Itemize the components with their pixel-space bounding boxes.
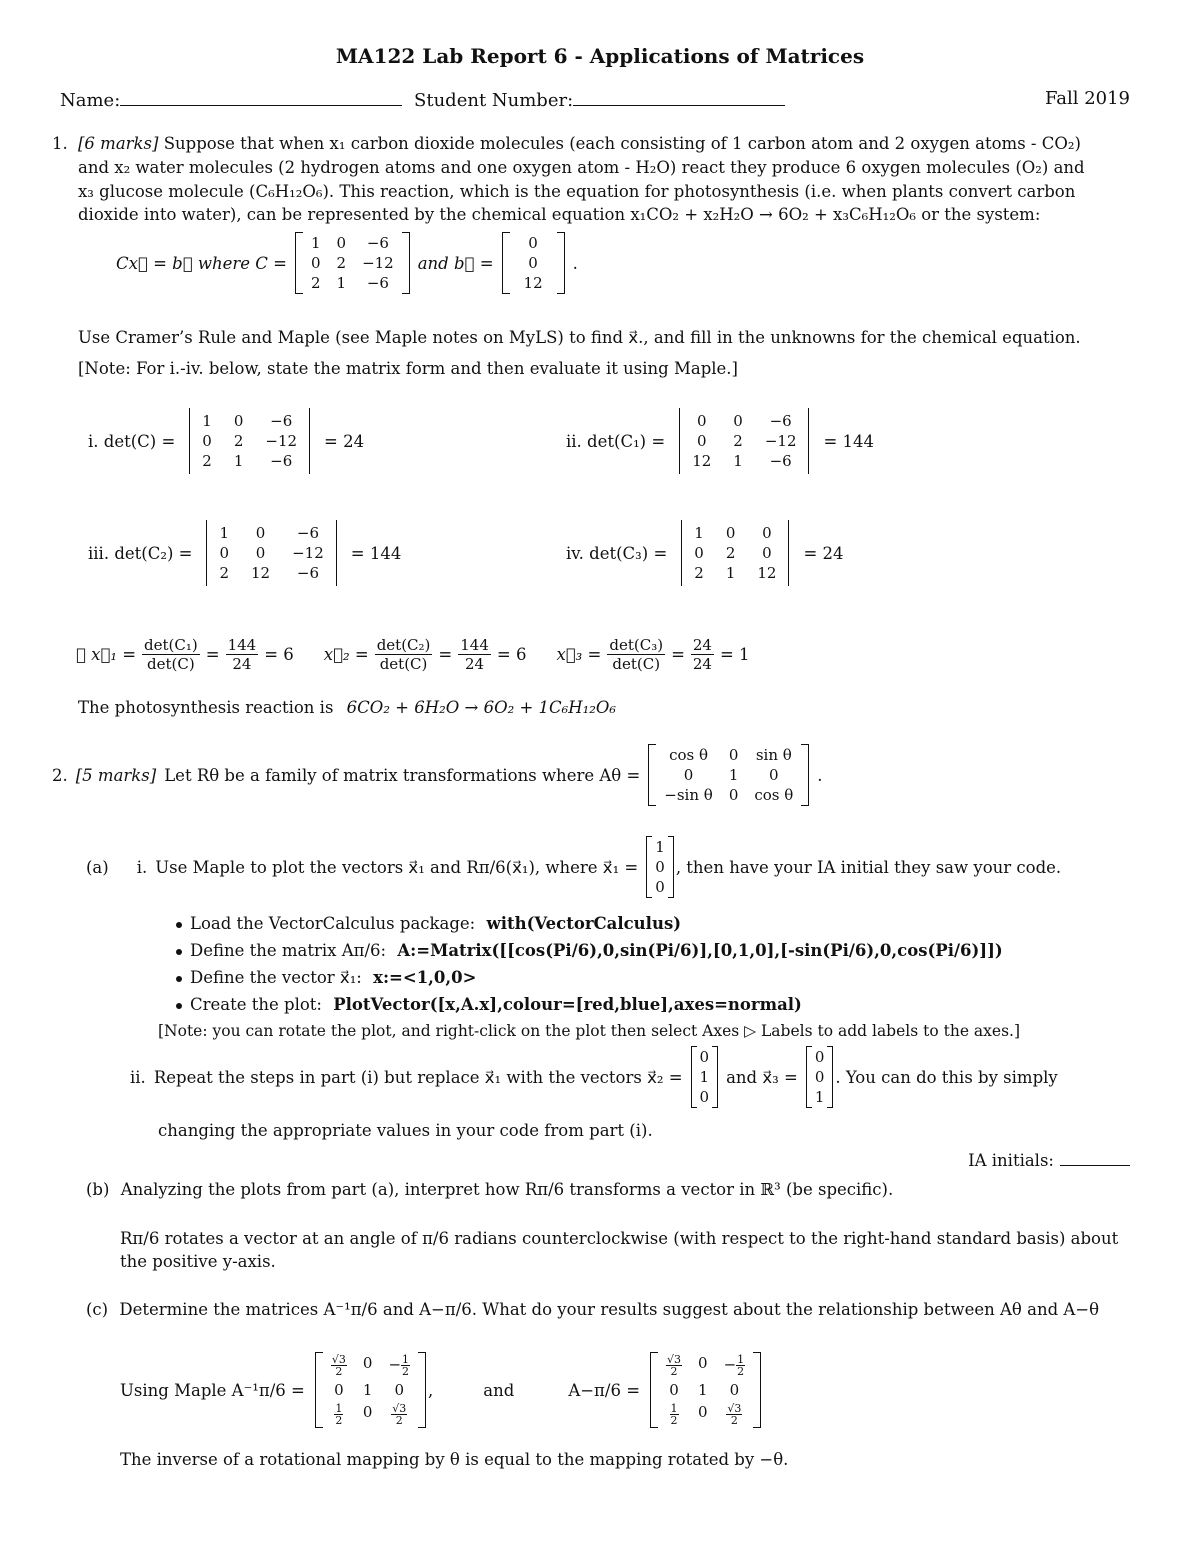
part-c-text: Determine the matrices A⁻¹π/6 and A−π/6. What do your results suggest about the relationship between Aθ and A−θ xyxy=(119,1300,1100,1319)
matrix-entry: $\frac{√3}{2}$ xyxy=(331,1353,346,1378)
det-label: ii. det(C₁) = xyxy=(566,431,666,451)
matrix-entry: 2 xyxy=(219,564,230,582)
part-b-label: (b) xyxy=(86,1180,110,1199)
solutions-row: ∴ x⃗₁ = $\frac{\text{det(C₁)}}{\det(C)}$ = $\frac{144}{24}$ = 6 x⃗₂ = $\frac{\text{det(C₂)}}{\det(C)}$ = $\frac{144}{24}$ = 6 x⃗₃ = $\frac{\text{det(C₃)}}{\det(C)}$ = $\frac{24}{24}$ = 1 xyxy=(76,636,750,673)
x2-label: x⃗₂ = xyxy=(323,645,369,664)
x1-result: = 6 xyxy=(264,645,294,664)
q1-intro-line-2: and x₂ water molecules (2 hydrogen atoms and one oxygen atom - H₂O) react they produce 6 oxygen molecules (O₂) and xyxy=(78,158,1085,177)
determinant-matrix xyxy=(200,520,342,586)
q1-intro-line-4: dioxide into water), can be represented by the chemical equation x₁CO₂ + x₂H₂O → 6O₂ + x₃C₆H₁₂O₆ or the system: xyxy=(78,205,1041,224)
matrix-entry: −6 xyxy=(270,452,293,470)
q2-marks: [5 marks] xyxy=(75,765,157,785)
matrix-entry: 1 xyxy=(694,524,704,542)
x1-values: $\frac{144}{24}$ xyxy=(227,636,257,673)
matrix-entry: 0 xyxy=(233,412,244,430)
q2-number: 2. xyxy=(52,765,68,785)
matrix-entry: 0 xyxy=(334,1381,344,1399)
matrix-entry: 0 xyxy=(655,858,665,876)
matrix-entry: 1 xyxy=(725,564,736,582)
matrix-a-theta xyxy=(648,744,809,806)
term-label: Fall 2019 xyxy=(1044,88,1130,109)
matrix-entry: 1 xyxy=(699,1068,710,1086)
part-a-ii-label: ii. xyxy=(130,1067,146,1087)
name-field xyxy=(60,88,785,111)
part-a-label: (a) xyxy=(86,857,109,877)
matrix-entry: −6 xyxy=(296,524,319,542)
part-a-ii-line2: changing the appropriate values in your code from part (i). xyxy=(158,1121,653,1140)
determinant-matrix xyxy=(673,408,815,474)
matrix-entry: 0 xyxy=(762,544,772,562)
bullet-item: Define the vector x⃗₁: x:=<1,0,0> xyxy=(176,968,476,987)
matrix-entry: 1 xyxy=(728,766,739,784)
part-c xyxy=(86,1300,1099,1319)
part-a-i-tail: , then have your IA initial they saw your code. xyxy=(675,857,1062,877)
matrix-entry: 0 xyxy=(255,524,266,542)
part-a-i xyxy=(86,836,1061,898)
matrix-entry: 0 xyxy=(725,524,736,542)
x2-values: $\frac{144}{24}$ xyxy=(460,636,489,673)
matrix-entry: 0 xyxy=(733,412,743,430)
matrix-entry: 1 xyxy=(336,274,347,292)
matrix-entry: 0 xyxy=(683,766,694,784)
matrix-entry: $\frac{√3}{2}$ xyxy=(667,1353,682,1378)
matrix-entry: 1 xyxy=(733,452,743,470)
determinant-matrix xyxy=(183,408,316,474)
matrix-entry: 0 xyxy=(696,412,707,430)
name-label: Name: xyxy=(60,90,121,111)
matrix-entry: 2 xyxy=(725,544,736,562)
det-result: = 144 xyxy=(350,543,402,563)
matrix-entry: 0 xyxy=(202,432,212,450)
part-b xyxy=(86,1180,893,1199)
student-number-label: Student Number: xyxy=(414,90,574,111)
matrix-entry: 0 xyxy=(219,544,230,562)
matrix-entry: $\frac{√3}{2}$ xyxy=(727,1402,742,1427)
det-label: iii. det(C₂) = xyxy=(88,543,193,563)
det-label: i. det(C) = xyxy=(88,431,176,451)
q1-note: [Note: For i.-iv. below, state the matrix form and then evaluate it using Maple.] xyxy=(78,359,738,378)
q1-system: Cx⃗ = b⃗ where C = 1 0 −6 0 2 −12 2 1 −6 and b⃗ = 0 0 12 . xyxy=(116,234,578,292)
matrix-entry: 12 xyxy=(251,564,271,582)
matrix-entry: 12 xyxy=(523,274,543,292)
q1-intro-text-1: Suppose that when x₁ carbon dioxide molecules (each consisting of 1 carbon atom and 2 oxygen atoms - CO₂) xyxy=(163,134,1081,153)
matrix-entry: 0 xyxy=(362,1354,373,1372)
matrix-entry: $\frac{1}{2}$ xyxy=(335,1402,343,1427)
matrix-entry: 0 xyxy=(310,254,321,272)
det-label: iv. det(C₃) = xyxy=(566,543,668,563)
part-a-ii xyxy=(130,1046,1058,1108)
part-a-i-label: i. xyxy=(136,857,148,877)
matrix-entry: − $\frac{1}{2}$ xyxy=(723,1353,745,1378)
matrix-entry: 1 xyxy=(202,412,212,430)
matrix-entry: 0 xyxy=(336,234,347,252)
det-c xyxy=(88,408,364,474)
reaction-equation: 6CO₂ + 6H₂O → 6O₂ + 1C₆H₁₂O₆ xyxy=(346,698,617,717)
matrix-entry: 1 xyxy=(233,452,244,470)
part-b-answer-2: the positive y-axis. xyxy=(120,1252,276,1271)
matrix-entry: 0 xyxy=(728,786,739,804)
det-result: = 24 xyxy=(324,431,365,451)
matrix-entry: −12 xyxy=(292,544,324,562)
matrix-entry: −6 xyxy=(769,412,792,430)
reaction-label: The photosynthesis reaction is xyxy=(78,698,334,717)
matrix-entry: 0 xyxy=(655,878,665,896)
q1-number: 1. xyxy=(52,134,68,153)
x3-values: $\frac{24}{24}$ xyxy=(692,636,712,673)
matrix-entry: 0 xyxy=(699,1048,710,1066)
part-a-ii-tail: . You can do this by simply xyxy=(835,1067,1058,1087)
matrix-entry: $\frac{1}{2}$ xyxy=(670,1402,678,1427)
part-a-ii-text: Repeat the steps in part (i) but replace x⃗₁ with the vectors x⃗₂ = xyxy=(153,1067,683,1087)
part-a-i-text: Use Maple to plot the vectors x⃗₁ and Rπ/6(x⃗₁), where x⃗₁ = xyxy=(155,857,639,877)
part-a-note: [Note: you can rotate the plot, and right-click on the plot then select Axes ▷ Labels to add labels to the axes.] xyxy=(158,1022,1020,1040)
part-c-conclusion: The inverse of a rotational mapping by θ is equal to the mapping rotated by −θ. xyxy=(120,1450,789,1469)
matrix-entry: − $\frac{1}{2}$ xyxy=(388,1353,410,1378)
matrix-entry: −6 xyxy=(769,452,792,470)
x1-fraction: $\frac{\text{det(C₁)}}{\det(C)}$ xyxy=(144,636,198,673)
part-a-ii-and: and x⃗₃ = xyxy=(726,1067,798,1087)
matrix-entry: 2 xyxy=(733,432,743,450)
q1-intro-line-3: x₃ glucose molecule (C₆H₁₂O₆). This reaction, which is the equation for photosynthesis (i.e. when plants convert carbon xyxy=(78,182,1076,201)
system-lhs: Cx⃗ = b⃗ where C = xyxy=(116,253,287,273)
det-result: = 24 xyxy=(803,543,844,563)
matrix-entry: 0 xyxy=(814,1068,825,1086)
matrix-entry: 0 xyxy=(694,544,704,562)
x3-label: x⃗₃ = xyxy=(556,645,602,664)
matrix-entry: 0 xyxy=(528,254,538,272)
matrix-entry: −12 xyxy=(265,432,298,450)
det-c3 xyxy=(566,520,844,586)
matrix-entry: 12 xyxy=(757,564,777,582)
matrix-entry: cos θ xyxy=(669,746,709,764)
matrix-entry: 2 xyxy=(233,432,244,450)
x1-label: ∴ x⃗₁ = xyxy=(76,645,137,664)
part-c-answer: Using Maple A⁻¹π/6 = $\frac{√3}{2}$ 0 − $\frac{1}{2}$ 0 1 0 $\frac{1}{2}$ 0 $\frac{√3}{2}$ , and A−π/6 = $\frac{√3}{2}$ 0 − $\frac{1}{2}$ 0 1 0 $\frac{1}{2}$ 0 $\frac{√3}{2}$ xyxy=(120,1352,761,1428)
x3-result: = 1 xyxy=(719,645,750,664)
matrix-entry: −6 xyxy=(366,234,389,252)
matrix-entry: 2 xyxy=(310,274,321,292)
system-and: and b⃗ = xyxy=(417,253,494,273)
matrix-entry: cos θ xyxy=(754,786,794,804)
matrix-entry: 0 xyxy=(698,1354,708,1372)
matrix-entry: −12 xyxy=(764,432,797,450)
x3-fraction: $\frac{\text{det(C₃)}}{\det(C)}$ xyxy=(609,636,664,673)
matrix-entry: 12 xyxy=(692,452,712,470)
c-and-label: and xyxy=(483,1380,515,1400)
matrix-entry: $\frac{√3}{2}$ xyxy=(392,1402,407,1427)
matrix-entry: 1 xyxy=(814,1088,825,1106)
q1-marks: [6 marks] xyxy=(78,134,159,153)
matrix-entry: 2 xyxy=(202,452,212,470)
matrix-entry: 0 xyxy=(762,524,772,542)
matrix-entry: 1 xyxy=(362,1381,373,1399)
matrix-entry: −12 xyxy=(362,254,394,272)
matrix-entry: 0 xyxy=(728,746,739,764)
matrix-entry: 0 xyxy=(394,1381,405,1399)
bullet-item: Load the VectorCalculus package: with(VectorCalculus) xyxy=(176,914,681,933)
matrix-entry: 0 xyxy=(814,1048,825,1066)
page-title: MA122 Lab Report 6 - Applications of Matrices xyxy=(335,44,865,68)
vector-x2 xyxy=(691,1046,719,1108)
det-c2 xyxy=(88,520,401,586)
q2-intro: 2. [5 marks] Let Rθ be a family of matrix transformations where Aθ = cos θ 0 sin θ 0 1 0 −sin θ 0 cos θ . xyxy=(52,746,823,804)
q2-intro-text: Let Rθ be a family of matrix transformations where Aθ = xyxy=(164,765,641,785)
matrix-entry: −6 xyxy=(366,274,389,292)
matrix-entry: −6 xyxy=(270,412,293,430)
matrix-entry: 0 xyxy=(769,766,779,784)
q1-instruction: Use Cramer’s Rule and Maple (see Maple notes on MyLS) to find x⃗., and fill in the unknowns for the chemical equation. xyxy=(78,328,1081,347)
x2-result: = 6 xyxy=(496,645,527,664)
matrix-c xyxy=(295,232,410,294)
vector-x1 xyxy=(646,836,674,898)
bullet-item: Create the plot: PlotVector([x,A.x],colour=[red,blue],axes=normal) xyxy=(176,995,802,1014)
matrix-entry: 0 xyxy=(255,544,266,562)
matrix-entry: 0 xyxy=(699,1088,710,1106)
part-b-text: Analyzing the plots from part (a), interpret how Rπ/6 transforms a vector in ℝ³ (be specific). xyxy=(120,1180,894,1199)
c-neg-label: A−π/6 = xyxy=(568,1380,641,1400)
determinant-matrix xyxy=(675,520,795,586)
det-result: = 144 xyxy=(823,431,875,451)
bullet-item: Define the matrix Aπ/6: A:=Matrix([[cos(Pi/6),0,sin(Pi/6)],[0,1,0],[-sin(Pi/6),0,cos(Pi/6)]]) xyxy=(176,941,1003,960)
q1-intro-line-1 xyxy=(78,134,1081,153)
det-c1 xyxy=(566,408,874,474)
matrix-entry: 2 xyxy=(694,564,704,582)
matrix-a-negative xyxy=(650,1352,761,1428)
matrix-entry: 1 xyxy=(655,838,665,856)
matrix-entry: 0 xyxy=(729,1381,740,1399)
reaction-line xyxy=(78,698,616,717)
matrix-entry: 0 xyxy=(362,1403,373,1421)
matrix-entry: sin θ xyxy=(755,746,792,764)
part-c-label: (c) xyxy=(86,1300,109,1319)
ia-initials: IA initials: xyxy=(968,1148,1130,1170)
matrix-entry: 0 xyxy=(696,432,707,450)
name-blank xyxy=(120,88,402,106)
x2-fraction: $\frac{\text{det(C₂)}}{\det(C)}$ xyxy=(376,636,431,673)
part-b-answer-1: Rπ/6 rotates a vector at an angle of π/6 radians counterclockwise (with respect to the right-hand standard basis) about xyxy=(120,1229,1119,1248)
c-using-label: Using Maple A⁻¹π/6 = xyxy=(120,1380,305,1400)
matrix-entry: −6 xyxy=(296,564,319,582)
matrix-entry: 0 xyxy=(698,1403,708,1421)
matrix-entry: −sin θ xyxy=(664,786,713,804)
vector-b xyxy=(502,232,565,294)
matrix-entry: 2 xyxy=(336,254,347,272)
matrix-entry: 1 xyxy=(310,234,321,252)
matrix-entry: 1 xyxy=(698,1381,708,1399)
matrix-entry: 1 xyxy=(219,524,230,542)
student-number-blank xyxy=(573,88,785,106)
matrix-entry: 0 xyxy=(669,1381,679,1399)
matrix-entry: 0 xyxy=(528,234,538,252)
vector-x3 xyxy=(806,1046,834,1108)
matrix-a-inverse xyxy=(315,1352,426,1428)
